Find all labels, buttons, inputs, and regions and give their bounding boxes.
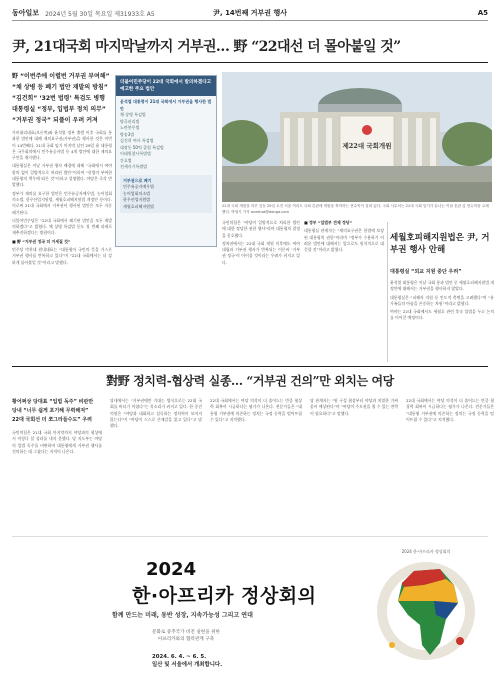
newspaper-logo: 동아일보 — [12, 8, 40, 17]
ad-description-line: 문화로 중추국가 비전 실현을 위한 — [152, 630, 220, 635]
main-article-col-2 — [222, 220, 300, 362]
second-article-col-5 — [406, 398, 494, 530]
ad-description-line: 아프리카와의 협력관계 구축 — [157, 637, 215, 642]
ad-date — [152, 653, 222, 669]
main-article-col-1 — [12, 130, 112, 362]
info-box-item: 노란봉투법 — [120, 125, 140, 130]
ad-slogan: 함께 만드는 미래, 동반 성장, 지속가능성 그리고 연대 — [112, 612, 253, 619]
main-subheads — [12, 72, 112, 127]
article-paragraph: 대통령실은 이날 거부권 행사 배경에 대해 “국회에서 여야 합의 없이 일방적으로 처리된 법안”이라며 “헌법이 부여한 대통령의 책무에 따른 것”이라고 설명했다. 야당은 즉각 반발했다. — [12, 163, 112, 188]
page-number: A5 — [477, 9, 488, 17]
info-box-item: 방송3법 — [120, 131, 135, 137]
subhead: 당내 “너무 쉽게 포기해 무력해져” — [12, 408, 89, 414]
info-box-item: 이태원참사특별법 — [120, 151, 151, 156]
article-paragraph: 대통령실은 “피해자 지원 등 인도적 측면을 고려했다”며 “유가족들의 아픔을 존중하는 차원”이라고 밝혔다. — [390, 294, 494, 306]
main-headline: 尹, 21대국회 마지막날까지 거부권… 野 “22대선 더 몰아붙일 것” — [12, 39, 401, 55]
info-box-lower-item: 세월호피해지원법 — [123, 203, 154, 209]
subhead: 대통령실 “정부, 입법부 정치 의무” — [12, 106, 106, 113]
second-article-col-3 — [210, 398, 302, 530]
sidebar-headline: 세월호피해지원법은 尹, 거부권 행사 안해 — [390, 233, 490, 255]
second-article-col-4 — [310, 398, 398, 530]
subhead: 황어쩌상 당대표 “입법 독주” 비판만 — [12, 399, 94, 405]
subhead: 22대 국회선 더 쪼그라들수도” 우려 — [12, 417, 92, 423]
ad-description — [152, 629, 220, 643]
info-box-lower-title: 거부권으로 폐기 — [123, 177, 152, 183]
info-box-item: 전세사기특별법 — [120, 164, 148, 169]
article-paragraph: 대통령실 관계자는 “재의요구권은 헌법에 보장된 대통령의 권한”이라며 “정부가 수용하기 어려운 법안에 대해서는 앞으로도 원칙적으로 대응할 것”이라고 밝혔다. — [304, 228, 384, 253]
info-box-item: 양곡관리법 — [120, 118, 140, 124]
info-box — [115, 75, 217, 247]
article-paragraph: 정치권에서는 22대 국회 개원 이후에도 여야 대립과 거부권 행사가 반복되는 이른바 ‘거부권 정국’이 이어질 것이라는 우려가 커지고 있다. — [222, 240, 300, 265]
sidebar-subhead: 대통령실 “외교 지원 중단 우려” — [390, 269, 462, 275]
second-headline: 對野 정치력-협상력 실종… “거부권 건의”만 외치는 여당 — [106, 374, 394, 388]
article-paragraph: 민주당 박찬대 원내대표는 “대통령이 국민의 뜻을 거스른 거부권 행사를 반복하고 있다”며 “22대 국회에서는 더 강하게 몰아붙일 것”이라고 말했다. — [12, 247, 112, 265]
assembly-building-image — [222, 72, 492, 202]
photo-caption: 22대 국회 개원을 하루 앞둔 29일 오전 서울 여의도 국회 본관에 개원을 축하하는 현수막이 걸려 있다. 국회 사무처는 21대 국회 임기가 끝나는 이날 본관 앞 현수막을 교체했다. 박형기 기자 oneshot@donga.com — [222, 204, 489, 214]
article-paragraph: 국민의힘은 21대 국회 마지막까지 야당과의 협상에서 이렇다 할 성과를 내지 못했다. 당 지도부는 야당의 입법 독주를 비판하며 대통령에게 거부권 행사를 건의하는 데 그쳤다는 지적이 나온다. — [12, 430, 102, 454]
subhead: “김건희” ‘32번 법령’ 특검도 병행 — [12, 95, 105, 102]
info-box-item: 대장동 50억 클럽 특검법 — [120, 144, 164, 150]
subhead: “거부권 정국” 되풀이 우려 커져 — [12, 117, 98, 124]
article-paragraph: 당 관계자는 “원 구성 협상부터 야당과 치열한 기싸움이 예상된다”며 “여당이 주도권을 쥘 수 있는 전략이 필요하다”고 말했다. — [310, 398, 398, 416]
national-assembly-photo — [222, 72, 492, 202]
info-box-item: 채 상병 특검법 — [120, 112, 146, 117]
banner-text: 제22대 국회개원 — [342, 142, 392, 150]
info-box-item: 김건희 여사 특검법 — [120, 138, 154, 143]
subhead: “채 상병 등 폐기 법안 재발의 방침” — [12, 84, 108, 91]
info-box-lower-item: 민주유공자예우법 — [123, 184, 154, 189]
article-paragraph: 더불어민주당은 “22대 국회에서 폐기된 법안을 모두 재발의하겠다”고 밝혔다. 채 상병 특검법 등도 첫 번째 과제로 재추진하겠다는 방침이다. — [12, 217, 112, 236]
ad-year: 2024 — [146, 559, 197, 580]
sidebar-article — [390, 280, 494, 362]
column-divider — [387, 222, 388, 362]
summit-advertisement — [12, 536, 488, 687]
article-paragraph: 당내에서는 “거부권에만 기대는 방식으로는 22대 국회를 버티기 어렵다”는 목소리가 커지고 있다. 한 중진 의원은 “야당과 대화하고 설득하는 정치력이 보이지 않는다”며 “여당이 스스로 존재감을 잃고 있다”고 말했다. — [110, 398, 202, 429]
masthead — [12, 6, 488, 21]
article-paragraph: 정부가 재의를 요구한 법안은 민주유공자예우법, 농어업회의소법, 한우산업지원법, 세월호피해지원법 개정안 등이다. 이로써 21대 국회에서 거부권이 행사된 법안은 모두 자동 폐기된다. — [12, 190, 112, 215]
subhead: 野 “이번주에 이렬번 거부권 부여해” — [12, 73, 110, 80]
africa-map-icon — [374, 545, 478, 679]
article-paragraph: 22대 국회에서는 여당 의석이 더 줄어드는 만큼 협상력 회복이 시급하다는 평가가 나온다. 전문가들은 “대통령 거부권에 의존하는 정치는 국정 동력을 떨어뜨릴 수 있다”고 지적했다. — [210, 398, 302, 422]
section-divider — [12, 366, 488, 367]
article-paragraph: 여야는 22대 국회에서도 세월호 관련 후속 입법을 두고 논의를 이어갈 예정이다. — [390, 309, 494, 321]
headline-divider — [12, 62, 488, 63]
article-kicker: ■ 野 “거부권 정국 더 거세질 것” — [12, 238, 71, 244]
info-box-subheader: 윤석열 대통령이 21대 국회에서 거부권을 행사한 법안 — [120, 99, 212, 111]
main-article-col-3 — [304, 220, 384, 362]
ad-date-range: 2024. 6. 4. ~ 6. 5. — [152, 654, 207, 660]
article-paragraph: 가비대리대표(오른쪽)와 윤석열 정부 출범 이후 국회를 통과한 법안에 대해 재의요구권(거부권)을 행사한 것은 이번이 14번째다. 21대 국회 임기 마지막 날인 29일 윤 대통령은 국무회의에서 민주유공자법 등 4개 법안에 대한 재의요구안을 재가했다. — [12, 130, 112, 161]
article-paragraph: 윤석열 대통령은 이날 국회 통과 법안 중 세월호피해지원법 개정안에 대해서는 거부권을 행사하지 않았다. — [390, 280, 494, 292]
info-box-item: 간호법 — [120, 157, 132, 163]
info-box-lower-item: 한우산업지원법 — [123, 197, 151, 202]
second-article-col-1 — [12, 430, 102, 530]
section-title: 尹, 14번째 거부권 행사 — [212, 9, 288, 17]
emblem-label: 2024 한·아프리카 정상회의 — [401, 549, 451, 554]
ad-venue: 일산 및 서울에서 개최합니다. — [152, 662, 223, 668]
summit-emblem — [374, 545, 478, 679]
article-paragraph: 국민의힘은 “야당이 일방적으로 처리한 법안에 대한 정당한 권한 행사”라며 대통령의 결정을 옹호했다. — [222, 220, 300, 238]
ad-title: 한·아프리카 정상회의 — [132, 585, 317, 607]
article-paragraph: 22대 국회에서는 여당 의석이 더 줄어드는 만큼 협상력 회복이 시급하다는 평가가 나온다. 전문가들은 “대통령 거부권에 의존하는 정치는 국정 동력을 떨어뜨릴 수 있다”고 지적했다. — [406, 398, 494, 422]
issue-date: 2024년 5월 30일 목요일 제31933호 A5 — [45, 10, 155, 18]
second-article-col-2 — [110, 398, 202, 530]
article-kicker: ■ 정부 “입법부 견제 정당” — [304, 220, 353, 225]
info-box-lower-item: 농어업회의소법 — [123, 190, 151, 196]
info-box-header: 더불어민주당이 22대 국회에서 발의하겠다고 예고한 주요 법안 — [116, 76, 216, 96]
second-subheads — [12, 398, 102, 425]
